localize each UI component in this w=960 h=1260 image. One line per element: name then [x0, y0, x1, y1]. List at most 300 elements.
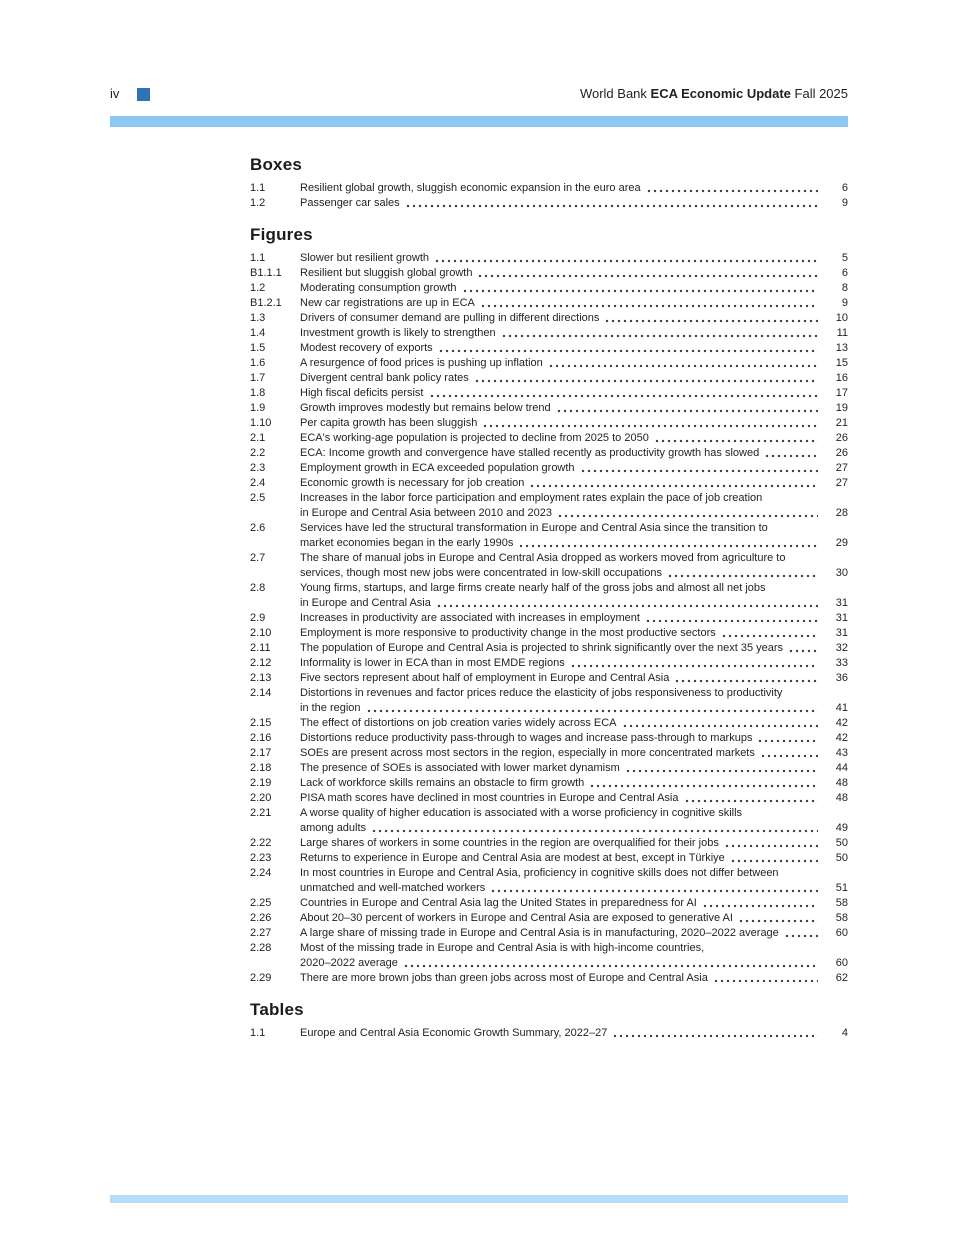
- entry-number: 2.29: [250, 972, 272, 984]
- toc-entry[interactable]: [250, 296, 848, 311]
- entry-body: [300, 911, 848, 926]
- entry-page: 19: [835, 402, 848, 414]
- entry-number: 2.27: [250, 927, 272, 939]
- entry-body: [300, 626, 848, 641]
- entry-title: Returns to experience in Europe and Central Asia are modest at best, except in Türkiye: [300, 852, 725, 864]
- toc-entry[interactable]: [250, 941, 848, 971]
- entry-page: 13: [835, 342, 848, 354]
- entry-last-line: [300, 611, 848, 626]
- entry-last-line: [300, 341, 848, 356]
- toc-entry[interactable]: [250, 851, 848, 866]
- entry-number: 2.26: [250, 912, 272, 924]
- entry-page: 58: [835, 912, 848, 924]
- entry-body: [300, 776, 848, 791]
- entry-number: 2.15: [250, 717, 272, 729]
- entry-number: 2.20: [250, 792, 272, 804]
- dot-leader: [646, 181, 818, 196]
- dot-leader: [760, 746, 818, 761]
- header-rule-bar: [110, 116, 848, 127]
- toc-entry[interactable]: [250, 416, 848, 431]
- entry-title-line: A worse quality of higher education is associated with a worse proficiency in cognitive skills: [300, 807, 743, 819]
- entry-last-line: [300, 196, 848, 211]
- dot-leader: [529, 476, 818, 491]
- entry-number: 2.24: [250, 867, 272, 879]
- entry-title: among adults: [300, 822, 367, 834]
- entry-number: 2.18: [250, 762, 272, 774]
- entry-body: [300, 926, 848, 941]
- toc-entry[interactable]: [250, 806, 848, 836]
- page-number: iv: [110, 86, 120, 101]
- entry-last-line: [300, 761, 848, 776]
- entry-body: [300, 851, 848, 866]
- entry-last-line: [300, 356, 848, 371]
- toc-entry[interactable]: [250, 266, 848, 281]
- entry-last-line: [300, 461, 848, 476]
- entry-body: [300, 476, 848, 491]
- entry-last-line: [300, 656, 848, 671]
- toc-entry[interactable]: [250, 401, 848, 416]
- entry-number: 2.23: [250, 852, 272, 864]
- entry-number: 1.1: [250, 252, 266, 264]
- toc-entry[interactable]: [250, 911, 848, 926]
- entry-title: Passenger car sales: [300, 197, 400, 209]
- dot-leader: [501, 326, 818, 341]
- entry-body: [300, 371, 848, 386]
- dot-leader: [784, 926, 818, 941]
- entry-title: ECA's working-age population is projected to decline from 2025 to 2050: [300, 432, 649, 444]
- entry-title: Employment is more responsive to productivity change in the most productive sectors: [300, 627, 716, 639]
- page-header: [110, 86, 848, 102]
- entry-last-line: [300, 296, 848, 311]
- entry-title: Large shares of workers in some countries in the region are overqualified for their jobs: [300, 837, 719, 849]
- toc-sections: [250, 155, 848, 1041]
- entry-body: [300, 386, 848, 401]
- dot-leader: [730, 851, 818, 866]
- toc-entry[interactable]: [250, 611, 848, 626]
- entry-last-line: [300, 776, 848, 791]
- dot-leader: [738, 911, 818, 926]
- entry-body: [300, 671, 848, 686]
- dot-leader: [438, 341, 818, 356]
- toc-entry[interactable]: [250, 476, 848, 491]
- dot-leader: [684, 791, 819, 806]
- running-title-report-name: ECA Economic Update: [650, 86, 791, 101]
- entry-body: [300, 416, 848, 431]
- entry-title: Informality is lower in ECA than in most EMDE regions: [300, 657, 565, 669]
- entry-title: About 20–30 percent of workers in Europe and Central Asia are exposed to generative AI: [300, 912, 733, 924]
- entry-title-line: Young firms, startups, and large firms create nearly half of the gross jobs and almost all net jobs: [300, 582, 766, 594]
- entry-page: 9: [841, 297, 848, 309]
- entry-title: Resilient global growth, sluggish economic expansion in the euro area: [300, 182, 641, 194]
- dot-leader: [429, 386, 819, 401]
- entry-body: [300, 896, 848, 911]
- entry-number: 2.19: [250, 777, 272, 789]
- entry-number: 1.9: [250, 402, 266, 414]
- entry-title-line: Services have led the structural transformation in Europe and Central Asia since the transition to: [300, 522, 768, 534]
- entry-title: PISA math scores have declined in most countries in Europe and Central Asia: [300, 792, 679, 804]
- entry-body: [300, 746, 848, 761]
- toc-entry[interactable]: [250, 281, 848, 296]
- entry-page: 51: [835, 882, 848, 894]
- entry-title: Drivers of consumer demand are pulling in different directions: [300, 312, 600, 324]
- dot-leader: [724, 836, 818, 851]
- entry-last-line: [300, 251, 848, 266]
- running-title-suffix: Fall 2025: [790, 86, 848, 101]
- toc-entry[interactable]: [250, 656, 848, 671]
- entry-body: [300, 181, 848, 196]
- toc-entry[interactable]: [250, 491, 848, 521]
- toc-entry[interactable]: [250, 761, 848, 776]
- entry-page: 32: [835, 642, 848, 654]
- entry-page: 6: [841, 182, 848, 194]
- entry-body: [300, 551, 848, 581]
- entry-body: [300, 326, 848, 341]
- toc-entry[interactable]: [250, 686, 848, 716]
- dot-leader: [548, 356, 818, 371]
- toc-entry[interactable]: [250, 581, 848, 611]
- toc-entry[interactable]: [250, 311, 848, 326]
- entry-title: Europe and Central Asia Economic Growth Summary, 2022–27: [300, 1027, 608, 1039]
- toc-entry[interactable]: [250, 671, 848, 686]
- entry-body: [300, 311, 848, 326]
- entry-number: 1.4: [250, 327, 266, 339]
- entry-number: 1.10: [250, 417, 272, 429]
- entry-last-line: [300, 716, 848, 731]
- entry-body: [300, 266, 848, 281]
- entry-title: Resilient but sluggish global growth: [300, 267, 473, 279]
- entry-last-line: [300, 836, 848, 851]
- entry-title: market economies began in the early 1990s: [300, 537, 514, 549]
- entry-number: 1.6: [250, 357, 266, 369]
- entry-title-line: The share of manual jobs in Europe and Central Asia dropped as workers moved from agriculture to: [300, 552, 786, 564]
- entry-number: 2.25: [250, 897, 272, 909]
- toc-entry[interactable]: [250, 461, 848, 476]
- dot-leader: [721, 626, 818, 641]
- toc-entry[interactable]: [250, 181, 848, 196]
- toc-entry[interactable]: [250, 551, 848, 581]
- entry-title: The population of Europe and Central Asia is projected to shrink significantly over the next 35 years: [300, 642, 784, 654]
- entry-page: 9: [841, 197, 848, 209]
- entry-number: 2.12: [250, 657, 272, 669]
- entry-page: 31: [835, 612, 848, 624]
- entry-title: Slower but resilient growth: [300, 252, 430, 264]
- entry-title: Investment growth is likely to strengthen: [300, 327, 496, 339]
- entry-body: [300, 806, 848, 836]
- entry-number: 2.11: [250, 642, 271, 654]
- entry-last-line: [300, 416, 848, 431]
- entry-number: 2.22: [250, 837, 272, 849]
- entry-number: 2.8: [250, 582, 266, 594]
- entry-last-line: [300, 371, 848, 386]
- entry-page: 42: [835, 732, 848, 744]
- entry-number: B1.2.1: [250, 297, 282, 309]
- entry-page: 15: [835, 357, 848, 369]
- toc-entry[interactable]: [250, 1026, 848, 1041]
- toc-entry[interactable]: [250, 371, 848, 386]
- toc-entry[interactable]: [250, 386, 848, 401]
- entry-body: [300, 641, 848, 656]
- entry-last-line: [300, 956, 848, 971]
- entry-number: 2.21: [250, 807, 272, 819]
- entry-title: Moderating consumption growth: [300, 282, 457, 294]
- entry-last-line: [300, 971, 848, 986]
- entry-last-line: [300, 731, 848, 746]
- footer-rule-bar: [110, 1195, 848, 1203]
- entry-number: B1.1.1: [250, 267, 282, 279]
- toc-entry[interactable]: [250, 731, 848, 746]
- entry-page: 36: [835, 672, 848, 684]
- entry-last-line: [300, 821, 848, 836]
- entry-page: 60: [835, 957, 848, 969]
- entry-number: 1.3: [250, 312, 266, 324]
- section-heading: Figures: [250, 225, 313, 244]
- dot-leader: [645, 611, 818, 626]
- entry-page: 50: [835, 852, 848, 864]
- toc-entry[interactable]: [250, 776, 848, 791]
- entry-title: A large share of missing trade in Europe and Central Asia is in manufacturing, 2020–2022 average: [300, 927, 779, 939]
- dot-leader: [480, 296, 818, 311]
- entry-page: 21: [835, 417, 848, 429]
- entry-page: 8: [841, 282, 848, 294]
- entry-number: 2.17: [250, 747, 272, 759]
- entry-body: [300, 401, 848, 416]
- dot-leader: [702, 896, 818, 911]
- entry-title: The effect of distortions on job creation varies widely across ECA: [300, 717, 617, 729]
- entry-title: There are more brown jobs than green jobs across most of Europe and Central Asia: [300, 972, 708, 984]
- entry-number: 2.16: [250, 732, 272, 744]
- dot-leader: [436, 596, 818, 611]
- entry-body: [300, 716, 848, 731]
- entry-title: A resurgence of food prices is pushing up inflation: [300, 357, 543, 369]
- entry-title: Employment growth in ECA exceeded population growth: [300, 462, 575, 474]
- entry-last-line: [300, 476, 848, 491]
- entry-page: 44: [835, 762, 848, 774]
- entry-page: 28: [835, 507, 848, 519]
- dot-leader: [788, 641, 818, 656]
- toc-section-figures: [250, 225, 848, 986]
- toc-section-boxes: [250, 155, 848, 211]
- entry-number: 1.5: [250, 342, 266, 354]
- entry-body: [300, 196, 848, 211]
- entry-number: 1.1: [250, 1027, 266, 1039]
- entry-last-line: [300, 626, 848, 641]
- toc-entry[interactable]: [250, 446, 848, 461]
- entry-number: 1.7: [250, 372, 266, 384]
- entry-last-line: [300, 266, 848, 281]
- entry-page: 43: [835, 747, 848, 759]
- entry-page: 5: [841, 252, 848, 264]
- entry-last-line: [300, 851, 848, 866]
- dot-leader: [580, 461, 818, 476]
- entry-number: 2.6: [250, 522, 266, 534]
- entry-last-line: [300, 311, 848, 326]
- dot-leader: [371, 821, 818, 836]
- toc-section-tables: [250, 1000, 848, 1041]
- entry-title: Growth improves modestly but remains below trend: [300, 402, 551, 414]
- entry-page: 41: [835, 702, 848, 714]
- entry-title: Economic growth is necessary for job creation: [300, 477, 525, 489]
- entry-page: 31: [835, 627, 848, 639]
- entry-number: 2.10: [250, 627, 272, 639]
- entry-body: [300, 836, 848, 851]
- dot-leader: [518, 536, 818, 551]
- entry-title: unmatched and well-matched workers: [300, 882, 486, 894]
- entry-page: 27: [835, 477, 848, 489]
- toc-entry[interactable]: [250, 196, 848, 211]
- running-title-prefix: World Bank: [579, 86, 651, 101]
- entry-last-line: [300, 1026, 848, 1041]
- entry-body: [300, 611, 848, 626]
- entry-title-line: In most countries in Europe and Central Asia, proficiency in cognitive skills does not differ between: [300, 867, 779, 879]
- entry-page: 10: [835, 312, 848, 324]
- entry-number: 2.5: [250, 492, 266, 504]
- entry-page: 62: [835, 972, 848, 984]
- entry-page: 26: [835, 447, 848, 459]
- dot-leader: [434, 251, 818, 266]
- toc-entry[interactable]: [250, 866, 848, 896]
- entry-page: 49: [835, 822, 848, 834]
- entry-body: [300, 296, 848, 311]
- dot-leader: [667, 566, 818, 581]
- toc-entry[interactable]: [250, 521, 848, 551]
- entry-body: [300, 521, 848, 551]
- entry-page: 33: [835, 657, 848, 669]
- entry-number: 2.4: [250, 477, 266, 489]
- entry-page: 58: [835, 897, 848, 909]
- running-title: [580, 86, 848, 102]
- entry-title: ECA: Income growth and convergence have stalled recently as productivity growth has slowed: [300, 447, 760, 459]
- toc-entry[interactable]: [250, 896, 848, 911]
- toc-entry[interactable]: [250, 341, 848, 356]
- entry-last-line: [300, 431, 848, 446]
- entry-body: [300, 431, 848, 446]
- toc-entry[interactable]: [250, 356, 848, 371]
- entry-number: 1.2: [250, 197, 266, 209]
- entry-title: Countries in Europe and Central Asia lag the United States in preparedness for AI: [300, 897, 697, 909]
- toc-entry[interactable]: [250, 836, 848, 851]
- entry-title: SOEs are present across most sectors in the region, especially in more concentrated markets: [300, 747, 755, 759]
- entry-page: 27: [835, 462, 848, 474]
- entry-page: 6: [841, 267, 848, 279]
- entry-body: [300, 791, 848, 806]
- entry-title: Per capita growth has been sluggish: [300, 417, 478, 429]
- entry-body: [300, 941, 848, 971]
- entry-title: Lack of workforce skills remains an obstacle to firm growth: [300, 777, 585, 789]
- entry-last-line: [300, 506, 848, 521]
- entry-body: [300, 281, 848, 296]
- entry-page: 26: [835, 432, 848, 444]
- entry-number: 2.9: [250, 612, 266, 624]
- entry-page: 4: [841, 1027, 848, 1039]
- toc-entry[interactable]: [250, 746, 848, 761]
- entry-title: New car registrations are up in ECA: [300, 297, 475, 309]
- toc-entry[interactable]: [250, 626, 848, 641]
- entry-body: [300, 971, 848, 986]
- dot-leader: [757, 731, 818, 746]
- dot-leader: [674, 671, 818, 686]
- entry-page: 29: [835, 537, 848, 549]
- dot-leader: [557, 506, 818, 521]
- entry-body: [300, 446, 848, 461]
- dot-leader: [366, 701, 818, 716]
- dot-leader: [490, 881, 818, 896]
- dot-leader: [612, 1026, 818, 1041]
- entry-last-line: [300, 641, 848, 656]
- entry-last-line: [300, 671, 848, 686]
- dot-leader: [462, 281, 818, 296]
- entry-last-line: [300, 326, 848, 341]
- entry-title: The presence of SOEs is associated with lower market dynamism: [300, 762, 620, 774]
- entry-page: 42: [835, 717, 848, 729]
- entry-last-line: [300, 746, 848, 761]
- toc-entry[interactable]: [250, 641, 848, 656]
- dot-leader: [625, 761, 818, 776]
- dot-leader: [713, 971, 818, 986]
- entry-page: 48: [835, 792, 848, 804]
- entry-number: 2.14: [250, 687, 272, 699]
- toc-entry[interactable]: [250, 431, 848, 446]
- dot-leader: [622, 716, 818, 731]
- entry-last-line: [300, 281, 848, 296]
- entry-last-line: [300, 536, 848, 551]
- dot-leader: [474, 371, 818, 386]
- toc-entry[interactable]: [250, 251, 848, 266]
- entry-body: [300, 686, 848, 716]
- entry-number: 2.3: [250, 462, 266, 474]
- entry-page: 17: [835, 387, 848, 399]
- entry-title: in Europe and Central Asia between 2010 and 2023: [300, 507, 552, 519]
- entry-last-line: [300, 926, 848, 941]
- entry-body: [300, 341, 848, 356]
- entry-page: 11: [836, 327, 848, 339]
- dot-leader: [477, 266, 818, 281]
- entry-number: 2.7: [250, 552, 266, 564]
- entry-title: in the region: [300, 702, 361, 714]
- entry-number: 1.2: [250, 282, 266, 294]
- entry-last-line: [300, 566, 848, 581]
- dot-leader: [556, 401, 818, 416]
- toc-entry[interactable]: [250, 971, 848, 986]
- entry-body: [300, 1026, 848, 1041]
- entry-title: Five sectors represent about half of employment in Europe and Central Asia: [300, 672, 670, 684]
- entry-title-line: Most of the missing trade in Europe and Central Asia is with high-income countries,: [300, 942, 705, 954]
- entry-last-line: [300, 181, 848, 196]
- section-heading: Boxes: [250, 155, 303, 174]
- entry-title: Modest recovery of exports: [300, 342, 433, 354]
- toc-entry[interactable]: [250, 926, 848, 941]
- entry-body: [300, 356, 848, 371]
- entry-title: Distortions reduce productivity pass-through to wages and increase pass-through to markups: [300, 732, 753, 744]
- entry-number: 2.2: [250, 447, 266, 459]
- entry-last-line: [300, 401, 848, 416]
- entry-body: [300, 251, 848, 266]
- entry-page: 31: [835, 597, 848, 609]
- dot-leader: [570, 656, 818, 671]
- dot-leader: [403, 956, 818, 971]
- entry-last-line: [300, 911, 848, 926]
- entry-title: Increases in productivity are associated with increases in employment: [300, 612, 640, 624]
- toc-entry[interactable]: [250, 326, 848, 341]
- toc-entry[interactable]: [250, 716, 848, 731]
- entry-last-line: [300, 896, 848, 911]
- toc-entry[interactable]: [250, 791, 848, 806]
- entry-last-line: [300, 881, 848, 896]
- dot-leader: [654, 431, 818, 446]
- entry-body: [300, 866, 848, 896]
- entry-title-line: Increases in the labor force participation and employment rates explain the pace of job creation: [300, 492, 763, 504]
- entry-title: High fiscal deficits persist: [300, 387, 424, 399]
- entry-page: 48: [835, 777, 848, 789]
